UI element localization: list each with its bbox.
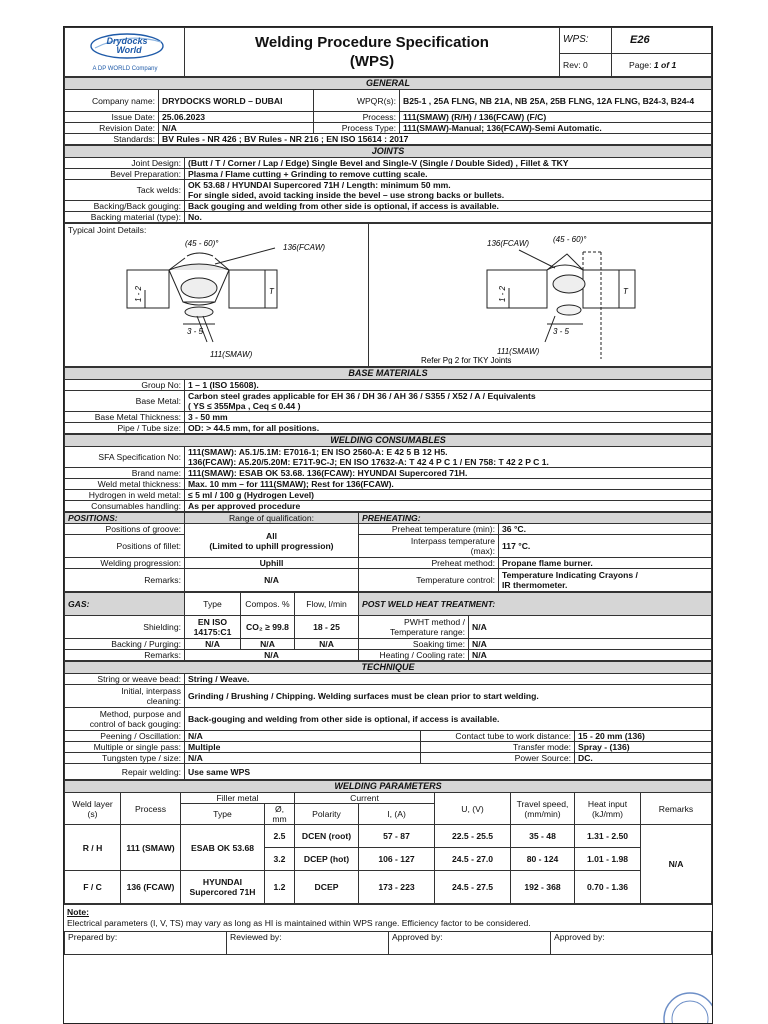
- ctwd-value: 15 - 20 mm (136): [575, 731, 712, 742]
- backing-gouging-label: Backing/Back gouging:: [65, 201, 185, 212]
- table-row: [65, 871, 712, 904]
- table-row: [65, 825, 712, 848]
- company-name-value: DRYDOCKS WORLD – DUBAI: [159, 90, 314, 112]
- progression-label: Welding progression:: [65, 558, 185, 569]
- wps-document: [63, 26, 713, 1024]
- ctwd-label: Contact tube to work distance:: [421, 731, 575, 742]
- rh-process: 111 (SMAW): [121, 825, 181, 871]
- handling-value: As per approved procedure: [185, 501, 712, 512]
- repair-label: Repair welding:: [65, 764, 185, 780]
- r1-heat: 1.31 - 2.50: [575, 825, 641, 848]
- title-line-2: (WPS): [349, 53, 395, 70]
- backing-gas-flow: N/A: [295, 639, 359, 650]
- head-polarity: Polarity: [295, 804, 359, 825]
- head-amps: I, (A): [359, 804, 435, 825]
- gas-remarks-label: Remarks:: [65, 650, 185, 661]
- r2-volts: 24.5 - 27.0: [435, 848, 511, 871]
- positions-value: All (Limited to uphill progression): [185, 524, 359, 558]
- gas-compos-head: Compos. %: [241, 593, 295, 616]
- gouging-method-value: Back-gouging and welding from other side is optional, if access is available.: [185, 708, 712, 731]
- root-face-label-right: 1 - 2: [498, 285, 507, 302]
- soaking-value: N/A: [469, 639, 712, 650]
- angle-label: (45 - 60)°: [185, 239, 219, 248]
- gouging-method-label: Method, purpose and control of back gouging:: [65, 708, 185, 731]
- base-thickness-value: 3 - 50 mm: [185, 412, 712, 423]
- power-value: DC.: [575, 753, 712, 764]
- standards-label: Standards:: [65, 134, 159, 145]
- section-title-general: GENERAL: [65, 78, 712, 90]
- positions-remarks-label: Remarks:: [65, 569, 185, 592]
- preheating-title: PREHEATING:: [359, 513, 712, 524]
- shielding-label: Shielding:: [65, 616, 185, 639]
- head-current: Current: [295, 793, 435, 804]
- r1-dia: 2.5: [265, 825, 295, 848]
- r3-amps: 173 - 223: [359, 871, 435, 904]
- handling-label: Consumables handling:: [65, 501, 185, 512]
- head-type: Type: [181, 804, 265, 825]
- company-logo: [65, 28, 185, 77]
- positions-remarks-value: N/A: [185, 569, 359, 592]
- tack-welds-label: Tack welds:: [65, 180, 185, 201]
- pass-value: Multiple: [185, 742, 421, 753]
- wpqr-value: B25-1 , 25A FLNG, NB 21A, NB 25A, 25B FLNG, 12A FLNG, B24-3, B24-4: [400, 90, 712, 112]
- tungsten-label: Tungsten type / size:: [65, 753, 185, 764]
- r2-speed: 80 - 124: [511, 848, 575, 871]
- page-number: Page: 1 of 1: [612, 53, 712, 76]
- wps-label: WPS:: [560, 28, 612, 54]
- bevel-prep-value: Plasma / Flame cutting + Grinding to remove cutting scale.: [185, 169, 712, 180]
- hydrogen-label: Hydrogen in weld metal:: [65, 490, 185, 501]
- fc-process: 136 (FCAW): [121, 871, 181, 904]
- joint-sketch-right: [369, 224, 712, 367]
- note-text: Electrical parameters (I, V, TS) may vary as long as HI is maintained within WPS range. Efficiency factor to be considered.: [67, 918, 531, 928]
- signature-row: [64, 931, 712, 955]
- fc-layer: F / C: [65, 871, 121, 904]
- cleaning-value: Grinding / Brushing / Chipping. Welding surfaces must be clean prior to start welding.: [185, 685, 712, 708]
- progression-value: Uphill: [185, 558, 359, 569]
- backing-gas-compos: N/A: [241, 639, 295, 650]
- range-label: Range of qualification:: [185, 513, 359, 524]
- process-type-value: 111(SMAW)-Manual; 136(FCAW)-Semi Automatic.: [400, 123, 712, 134]
- fillet-label: Positions of fillet:: [65, 535, 185, 558]
- prepared-by-label: Prepared by:: [65, 932, 227, 955]
- r2-amps: 106 - 127: [359, 848, 435, 871]
- params-remarks: N/A: [641, 825, 712, 904]
- angle-label-right: (45 - 60)°: [553, 235, 587, 244]
- r2-polarity: DCEP (hot): [295, 848, 359, 871]
- base-materials-section: [64, 367, 712, 434]
- repair-value: Use same WPS: [185, 764, 712, 780]
- gas-title: GAS:: [65, 593, 185, 616]
- general-section: [64, 77, 712, 145]
- base-thickness-label: Base Metal Thickness:: [65, 412, 185, 423]
- r3-dia: 1.2: [265, 871, 295, 904]
- parameters-section: [64, 780, 712, 904]
- positions-title: POSITIONS:: [65, 513, 185, 524]
- rh-layer: R / H: [65, 825, 121, 871]
- fcaw-label-right: 136(FCAW): [487, 239, 530, 248]
- joint-design-value: (Butt / T / Corner / Lap / Edge) Single Bevel and Single-V (Single / Double Sided) , Fillet & TKY: [185, 158, 712, 169]
- issue-date-label: Issue Date:: [65, 112, 159, 123]
- weld-thickness-value: Max. 10 mm – for 111(SMAW); Rest for 136(FCAW).: [185, 479, 712, 490]
- bevel-prep-label: Bevel Preparation:: [65, 169, 185, 180]
- title-line-1: Welding Procedure Specification: [255, 34, 489, 51]
- smaw-label-right: 111(SMAW): [497, 347, 540, 356]
- wps-number: E26: [612, 28, 712, 54]
- preheat-min-value: 36 °C.: [499, 524, 712, 535]
- gas-flow-head: Flow, l/min: [295, 593, 359, 616]
- typical-joint-label: Typical Joint Details:: [68, 225, 147, 235]
- consumables-section: [64, 434, 712, 512]
- pwht-method-value: N/A: [469, 616, 712, 639]
- pwht-method-label: PWHT method / Temperature range:: [359, 616, 469, 639]
- rh-type: ESAB OK 53.68: [181, 825, 265, 871]
- backing-material-value: No.: [185, 212, 712, 223]
- r1-amps: 57 - 87: [359, 825, 435, 848]
- temp-control-label: Temperature control:: [359, 569, 499, 592]
- interpass-value: 117 °C.: [499, 535, 712, 558]
- section-title-consumables: WELDING CONSUMABLES: [65, 435, 712, 447]
- string-label: String or weave bead:: [65, 674, 185, 685]
- power-label: Power Source:: [421, 753, 575, 764]
- gap-label: 3 - 5: [187, 327, 204, 336]
- sfa-value: 111(SMAW): A5.1/5.1M: E7016-1; EN ISO 2560-A: E 42 5 B 12 H5. 136(FCAW): A5.20/5.20M: E71T-9C-J; EN ISO 17632-A: T 42 4 P C 1 / EN 758: T 42 2 P C 1.: [185, 447, 712, 468]
- pipe-size-value: OD: > 44.5 mm, for all positions.: [185, 423, 712, 434]
- head-process: Process: [121, 793, 181, 825]
- revision-date-label: Revision Date:: [65, 123, 159, 134]
- approved-by-label: Approved by:: [389, 932, 551, 955]
- head-dia: Ø, mm: [265, 804, 295, 825]
- revision-label: Rev: 0: [560, 53, 612, 76]
- gap-label-right: 3 - 5: [553, 327, 570, 336]
- joint-sketch-left: [65, 224, 369, 367]
- backing-gas-label: Backing / Purging:: [65, 639, 185, 650]
- joints-section: [64, 145, 712, 223]
- company-name-label: Company name:: [65, 90, 159, 112]
- reviewed-by-label: Reviewed by:: [227, 932, 389, 955]
- rate-value: N/A: [469, 650, 712, 661]
- transfer-value: Spray - (136): [575, 742, 712, 753]
- pipe-size-label: Pipe / Tube size:: [65, 423, 185, 434]
- fc-type: HYUNDAI Supercored 71H: [181, 871, 265, 904]
- shielding-compos: CO₂ ≥ 99.8: [241, 616, 295, 639]
- peening-value: N/A: [185, 731, 421, 742]
- root-face-label: 1 - 2: [134, 285, 143, 302]
- shielding-flow: 18 - 25: [295, 616, 359, 639]
- base-metal-label: Base Metal:: [65, 391, 185, 412]
- soaking-label: Soaking time:: [359, 639, 469, 650]
- fcaw-label: 136(FCAW): [283, 243, 326, 252]
- interpass-label: Interpass temperature (max):: [359, 535, 499, 558]
- r1-speed: 35 - 48: [511, 825, 575, 848]
- r3-speed: 192 - 368: [511, 871, 575, 904]
- backing-gouging-value: Back gouging and welding from other side is optional, if access is available.: [185, 201, 712, 212]
- note-block: [64, 904, 712, 931]
- approval-stamp-icon: [660, 989, 713, 1024]
- backing-gas-type: N/A: [185, 639, 241, 650]
- tack-welds-value: OK 53.68 / HYUNDAI Supercored 71H / Length: minimum 50 mm. For single sided, avoid tacking inside the bevel – use strong backs or bullets.: [185, 180, 712, 201]
- technique-section: [64, 661, 712, 780]
- group-no-label: Group No:: [65, 380, 185, 391]
- pwht-title: POST WELD HEAT TREATMENT:: [359, 593, 712, 616]
- brand-label: Brand name:: [65, 468, 185, 479]
- sfa-label: SFA Specification No:: [65, 447, 185, 468]
- groove-label: Positions of groove:: [65, 524, 185, 535]
- joint-details: [64, 223, 712, 367]
- weld-thickness-label: Weld metal thickness:: [65, 479, 185, 490]
- section-title-parameters: WELDING PARAMETERS: [65, 781, 712, 793]
- head-layer: Weld layer (s): [65, 793, 121, 825]
- process-label: Process:: [314, 112, 400, 123]
- brand-value: 111(SMAW): ESAB OK 53.68. 136(FCAW): HYUNDAI Supercored 71H.: [185, 468, 712, 479]
- smaw-label: 111(SMAW): [210, 350, 253, 359]
- backing-material-label: Backing material (type):: [65, 212, 185, 223]
- positions-preheat-section: [64, 512, 712, 592]
- approved-by-label-2: Approved by:: [551, 932, 712, 955]
- gas-pwht-section: [64, 592, 712, 661]
- head-speed: Travel speed, (mm/min): [511, 793, 575, 825]
- r3-polarity: DCEP: [295, 871, 359, 904]
- svg-text:Drydocks: Drydocks: [106, 36, 148, 46]
- r3-heat: 0.70 - 1.36: [575, 871, 641, 904]
- section-title-joints: JOINTS: [65, 146, 712, 158]
- pass-label: Multiple or single pass:: [65, 742, 185, 753]
- rate-label: Heating / Cooling rate:: [359, 650, 469, 661]
- document-title: [185, 28, 560, 77]
- string-value: String / Weave.: [185, 674, 712, 685]
- r1-volts: 22.5 - 25.5: [435, 825, 511, 848]
- peening-label: Peening / Oscillation:: [65, 731, 185, 742]
- section-title-base: BASE MATERIALS: [65, 368, 712, 380]
- head-remarks: Remarks: [641, 793, 712, 825]
- wpqr-label: WPQR(s):: [314, 90, 400, 112]
- section-title-technique: TECHNIQUE: [65, 662, 712, 674]
- refer-note: Refer Pg 2 for TKY Joints: [421, 356, 512, 364]
- process-value: 111(SMAW) (R/H) / 136(FCAW) (F/C): [400, 112, 712, 123]
- tungsten-value: N/A: [185, 753, 421, 764]
- revision-date-value: N/A: [159, 123, 314, 134]
- temp-control-value: Temperature Indicating Crayons / IR thermometer.: [499, 569, 712, 592]
- r1-polarity: DCEN (root): [295, 825, 359, 848]
- head-heat: Heat input (kJ/mm): [575, 793, 641, 825]
- head-filler: Filler metal: [181, 793, 295, 804]
- preheat-min-label: Preheat temperature (min):: [359, 524, 499, 535]
- issue-date-value: 25.06.2023: [159, 112, 314, 123]
- transfer-label: Transfer mode:: [421, 742, 575, 753]
- r2-dia: 3.2: [265, 848, 295, 871]
- svg-text:A DP WORLD Company: A DP WORLD Company: [92, 66, 158, 72]
- svg-text:World: World: [116, 45, 142, 55]
- joint-design-label: Joint Design:: [65, 158, 185, 169]
- gas-type-head: Type: [185, 593, 241, 616]
- thickness-label-right: T: [623, 287, 628, 296]
- gas-remarks-value: N/A: [185, 650, 359, 661]
- shielding-type: EN ISO 14175:C1: [185, 616, 241, 639]
- hydrogen-value: ≤ 5 ml / 100 g (Hydrogen Level): [185, 490, 712, 501]
- cleaning-label: Initial, interpass cleaning:: [65, 685, 185, 708]
- note-title: Note:: [67, 907, 89, 917]
- preheat-method-value: Propane flame burner.: [499, 558, 712, 569]
- base-metal-value: Carbon steel grades applicable for EH 36 / DH 36 / AH 36 / S355 / X52 / A / Equivalents ( YS ≤ 355Mpa , Ceq ≤ 0.44 ): [185, 391, 712, 412]
- thickness-label: T: [269, 287, 274, 296]
- preheat-method-label: Preheat method:: [359, 558, 499, 569]
- r2-heat: 1.01 - 1.98: [575, 848, 641, 871]
- head-volts: U, (V): [435, 793, 511, 825]
- group-no-value: 1 – 1 (ISO 15608).: [185, 380, 712, 391]
- standards-value: BV Rules - NR 426 ; BV Rules - NR 216 ; EN ISO 15614 : 2017: [159, 134, 712, 145]
- process-type-label: Process Type:: [314, 123, 400, 134]
- document-header: [64, 27, 712, 77]
- r3-volts: 24.5 - 27.5: [435, 871, 511, 904]
